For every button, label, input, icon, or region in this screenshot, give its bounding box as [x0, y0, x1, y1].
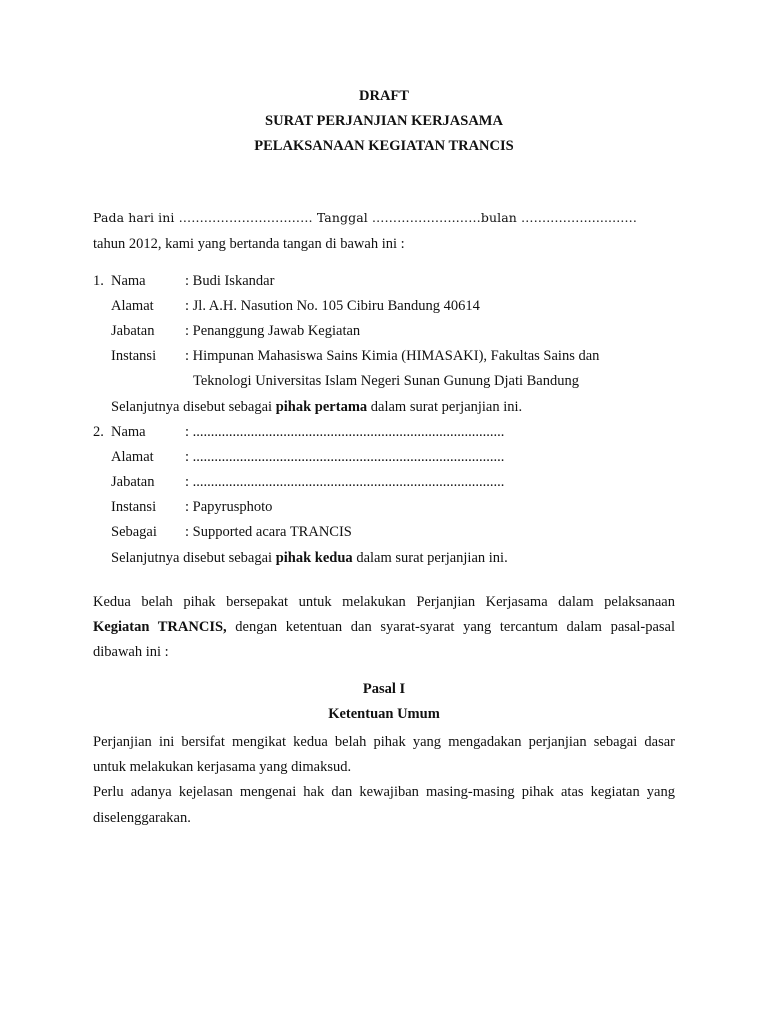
party-2-note-post: dalam surat perjanjian ini. [352, 550, 508, 566]
party-2-number: 2. [93, 424, 104, 440]
party-2-instansi-label: Instansi [111, 499, 157, 515]
party-1-note [111, 399, 522, 416]
party-1-instansi-value-1: : Himpunan Mahasiswa Sains Kimia (HIMASAKI), Fakultas Sains dan [185, 348, 600, 364]
intro-date-line: Pada hari ini ……………………..…… Tanggal ………………..……bulan ……..……..........…. [93, 210, 637, 225]
agreement-kegiatan-bold: Kegiatan TRANCIS, [93, 619, 227, 635]
party-2-sebagai-label: Sebagai [111, 524, 157, 540]
party-1-nama-value: : Budi Iskandar [185, 273, 275, 289]
party-2-note-bold: pihak kedua [275, 550, 353, 566]
party-2-instansi-value: : Papyrusphoto [185, 499, 273, 515]
pasal-1-p1-line-2: untuk melakukan kerjasama yang dimaksud. [93, 759, 352, 775]
party-1-alamat-value: : Jl. A.H. Nasution No. 105 Cibiru Bandung 40614 [185, 298, 480, 314]
pasal-1-subtitle: Ketentuan Umum [328, 706, 440, 722]
pasal-1-p2-line-1: Perlu adanya kejelasan mengenai hak dan kewajiban masing-masing pihak atas kegiatan yang [93, 784, 675, 800]
party-1-number: 1. [93, 273, 104, 289]
party-2-jabatan-value: : ...................................................................................... [185, 474, 505, 490]
agreement-line-2-rest: dengan ketentuan dan syarat-syarat yang tercantum dalam pasal-pasal [226, 619, 675, 635]
party-1-note-pre: Selanjutnya disebut sebagai [111, 399, 276, 415]
party-1-instansi-label: Instansi [111, 348, 157, 364]
party-2-nama-value: : ...................................................................................... [185, 424, 505, 440]
party-2-note [111, 550, 508, 567]
agreement-line-2 [93, 615, 675, 640]
party-1-nama-label: Nama [111, 273, 146, 289]
pasal-1-title: Pasal I [362, 681, 406, 697]
party-2-alamat-value: : ...................................................................................... [185, 449, 505, 465]
party-2-nama-label: Nama [111, 424, 146, 440]
party-1-alamat-label: Alamat [111, 298, 154, 314]
party-1-jabatan-value: : Penanggung Jawab Kegiatan [185, 323, 361, 339]
party-1-instansi-value-2: Teknologi Universitas Islam Negeri Sunan Gunung Djati Bandung [193, 373, 579, 389]
party-1-note-post: dalam surat perjanjian ini. [367, 399, 523, 415]
party-2-sebagai-value: : Supported acara TRANCIS [185, 524, 352, 540]
party-2-note-pre: Selanjutnya disebut sebagai [111, 550, 276, 566]
party-1-jabatan-label: Jabatan [111, 323, 155, 339]
party-2-alamat-label: Alamat [111, 449, 154, 465]
agreement-line-3: dibawah ini : [93, 644, 169, 660]
doc-subtitle: PELAKSANAAN KEGIATAN TRANCIS [254, 138, 514, 154]
party-2-jabatan-label: Jabatan [111, 474, 155, 490]
intro-year-line: tahun 2012, kami yang bertanda tangan di bawah ini : [93, 236, 405, 252]
doc-title: SURAT PERJANJIAN KERJASAMA [265, 113, 503, 129]
pasal-1-p1-line-1: Perjanjian ini bersifat mengikat kedua belah pihak yang mengadakan perjanjian sebagai dasar [93, 734, 675, 750]
party-1-note-bold: pihak pertama [275, 399, 368, 415]
agreement-line-1: Kedua belah pihak bersepakat untuk melakukan Perjanjian Kerjasama dalam pelaksanaan [93, 594, 675, 610]
doc-header-draft: DRAFT [359, 88, 409, 104]
pasal-1-p2-line-2: diselenggarakan. [93, 810, 191, 826]
